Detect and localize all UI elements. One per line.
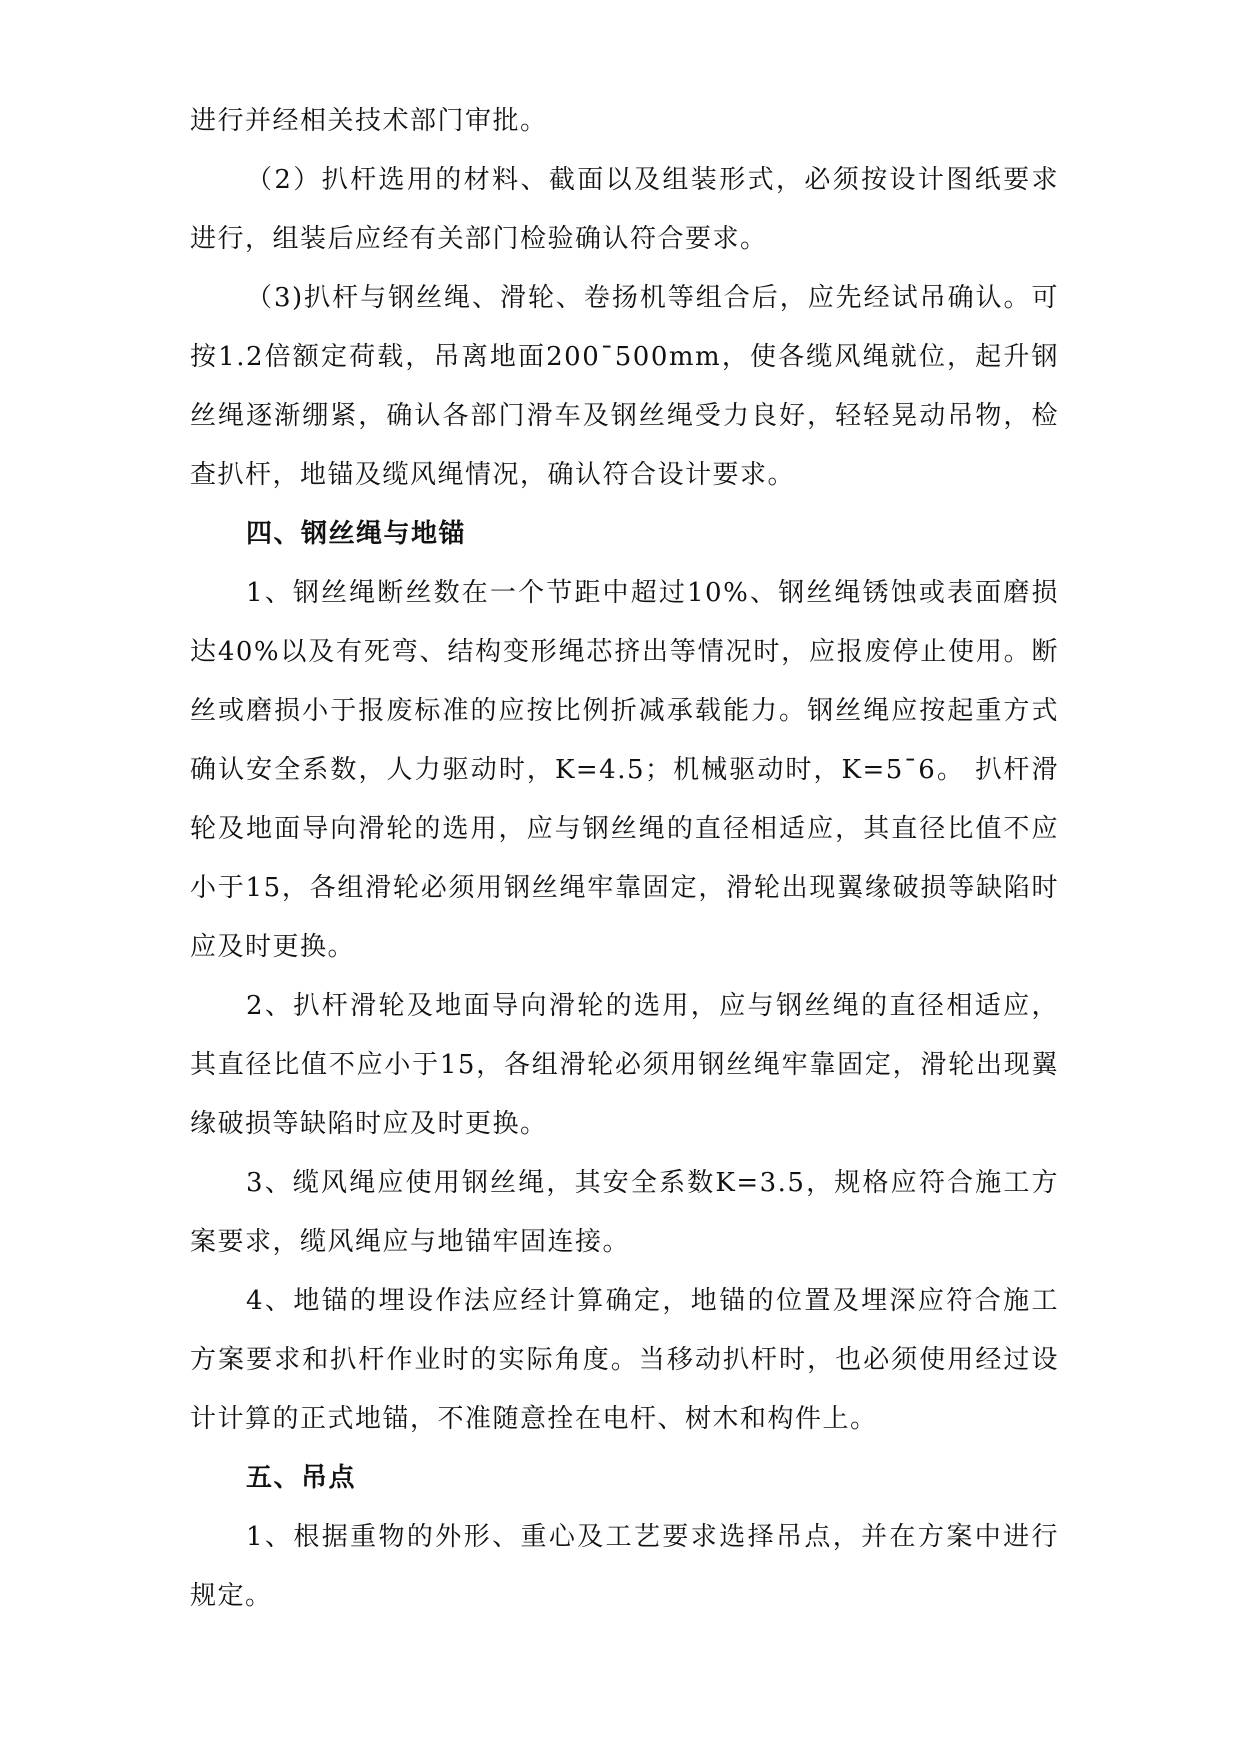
paragraph-continuation: 进行并经相关技术部门审批。 [190, 106, 548, 136]
paragraph-wire-rope-2: 2、扒杆滑轮及地面导向滑轮的选用，应与钢丝绳的直径相适应，其直径比值不应小于15，各组滑轮必须用钢丝绳牢靠固定，滑轮出现翼缘破损等缺陷时应及时更换。 [190, 991, 1059, 1139]
paragraph-item-2: （2）扒杆选用的材料、截面以及组装形式，必须按设计图纸要求进行，组装后应经有关部门检验确认符合要求。 [190, 165, 1059, 254]
paragraph-wire-rope-4: 4、地锚的埋设作法应经计算确定，地锚的位置及埋深应符合施工方案要求和扒杆作业时的实际角度。当移动扒杆时，也必须使用经过设计计算的正式地锚，不准随意拴在电杆、树木和构件上。 [190, 1286, 1059, 1434]
paragraph-wire-rope-3: 3、缆风绳应使用钢丝绳，其安全系数K=3.5，规格应符合施工方案要求，缆风绳应与地锚牢固连接。 [190, 1168, 1059, 1257]
section-heading-5: 五、吊点 [246, 1463, 357, 1493]
section-heading-4: 四、钢丝绳与地锚 [246, 519, 467, 549]
paragraph-wire-rope-1: 1、钢丝绳断丝数在一个节距中超过10%、钢丝绳锈蚀或表面磨损达40%以及有死弯、结构变形绳芯挤出等情况时，应报废停止使用。断丝或磨损小于报废标准的应按比例折减承载能力。钢丝绳应按起重方式确认安全系数，人力驱动时，K=4.5；机械驱动时，K=5¯6。 扒杆滑轮及地面导向滑轮的选用，应与钢丝绳的直径相适应，其直径比值不应小于15，各组滑轮必须用钢丝绳牢靠固定，滑轮出现翼缘破损等缺陷时应及时更换。 [190, 578, 1059, 962]
paragraph-lifting-point-1: 1、根据重物的外形、重心及工艺要求选择吊点，并在方案中进行规定。 [190, 1522, 1059, 1611]
paragraph-item-3: （3)扒杆与钢丝绳、滑轮、卷扬机等组合后，应先经试吊确认。可按1.2倍额定荷载，吊离地面200¯500mm，使各缆风绳就位，起升钢丝绳逐渐绷紧，确认各部门滑车及钢丝绳受力良好，轻轻晃动吊物，检查扒杆，地锚及缆风绳情况，确认符合设计要求。 [190, 283, 1059, 490]
